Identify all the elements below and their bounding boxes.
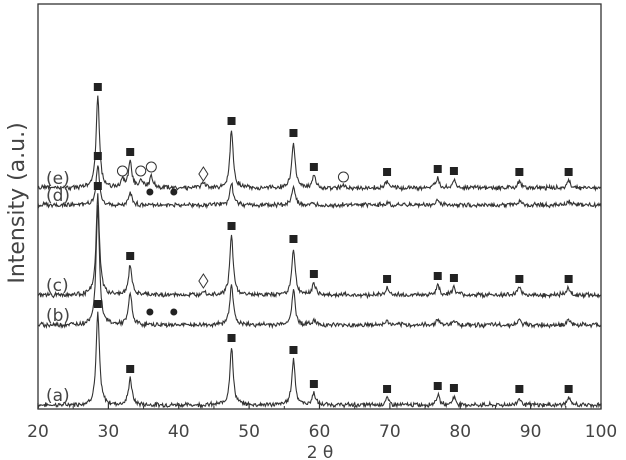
x-tick-label: 70 xyxy=(379,422,401,442)
marker-diamond-c xyxy=(199,274,208,288)
marker-square-a xyxy=(126,365,134,373)
marker-square-e xyxy=(383,168,391,176)
x-tick-label: 50 xyxy=(238,422,260,442)
marker-square-a xyxy=(565,385,573,393)
marker-square-c xyxy=(434,272,442,280)
marker-dot-b xyxy=(170,309,177,316)
marker-square-c xyxy=(383,275,391,283)
marker-square-a xyxy=(310,380,318,388)
series-labels xyxy=(46,169,70,406)
marker-square-a xyxy=(289,346,297,354)
series-label-d: (d) xyxy=(46,186,71,206)
marker-square-c xyxy=(310,270,318,278)
marker-square-a xyxy=(434,382,442,390)
marker-dot-b xyxy=(146,309,153,316)
marker-square-e xyxy=(94,83,102,91)
marker-square-c xyxy=(565,275,573,283)
series-label-e: (e) xyxy=(46,169,70,189)
x-tick-label: 80 xyxy=(449,422,472,442)
series-label-c: (c) xyxy=(46,276,69,296)
series-label-b: (b) xyxy=(46,306,71,326)
marker-square-e xyxy=(289,129,297,137)
marker-square-a xyxy=(450,384,458,392)
marker-dot-d xyxy=(170,189,177,196)
marker-dot-d xyxy=(146,189,153,196)
marker-square-e xyxy=(434,165,442,173)
plot-frame xyxy=(38,4,601,409)
x-tick-label: 20 xyxy=(27,422,49,442)
x-tick-label: 90 xyxy=(519,422,542,442)
markers-layer xyxy=(94,83,573,393)
series-label-a: (a) xyxy=(46,386,70,406)
marker-circle-e xyxy=(136,166,146,176)
y-axis-label: Intensity (a.u.) xyxy=(5,122,30,284)
marker-square-c xyxy=(228,222,236,230)
marker-square-c xyxy=(94,182,102,190)
marker-square-c xyxy=(289,235,297,243)
x-tick-label: 60 xyxy=(308,422,331,442)
x-axis-label: 2 θ xyxy=(306,443,334,460)
marker-square-c xyxy=(126,252,134,260)
marker-square-e xyxy=(126,148,134,156)
marker-square-e xyxy=(565,168,573,176)
marker-square-e xyxy=(515,168,523,176)
marker-square-c xyxy=(515,275,523,283)
marker-diamond-e xyxy=(199,167,208,181)
marker-square-a xyxy=(383,385,391,393)
marker-square-c xyxy=(450,274,458,282)
marker-circle-e xyxy=(117,166,127,176)
marker-circle-e xyxy=(338,172,348,182)
marker-square-e xyxy=(310,163,318,171)
trace-b xyxy=(38,205,601,328)
marker-square-a xyxy=(515,385,523,393)
x-tick-label: 100 xyxy=(584,422,618,442)
marker-square-a xyxy=(228,334,236,342)
x-tick-label: 40 xyxy=(167,422,190,442)
marker-square-d xyxy=(94,152,102,160)
traces-layer xyxy=(38,96,601,408)
x-tick-label: 30 xyxy=(97,422,120,442)
marker-square-e xyxy=(228,117,236,125)
marker-square-e xyxy=(450,167,458,175)
marker-square-a xyxy=(94,300,102,308)
marker-circle-e xyxy=(146,162,156,172)
